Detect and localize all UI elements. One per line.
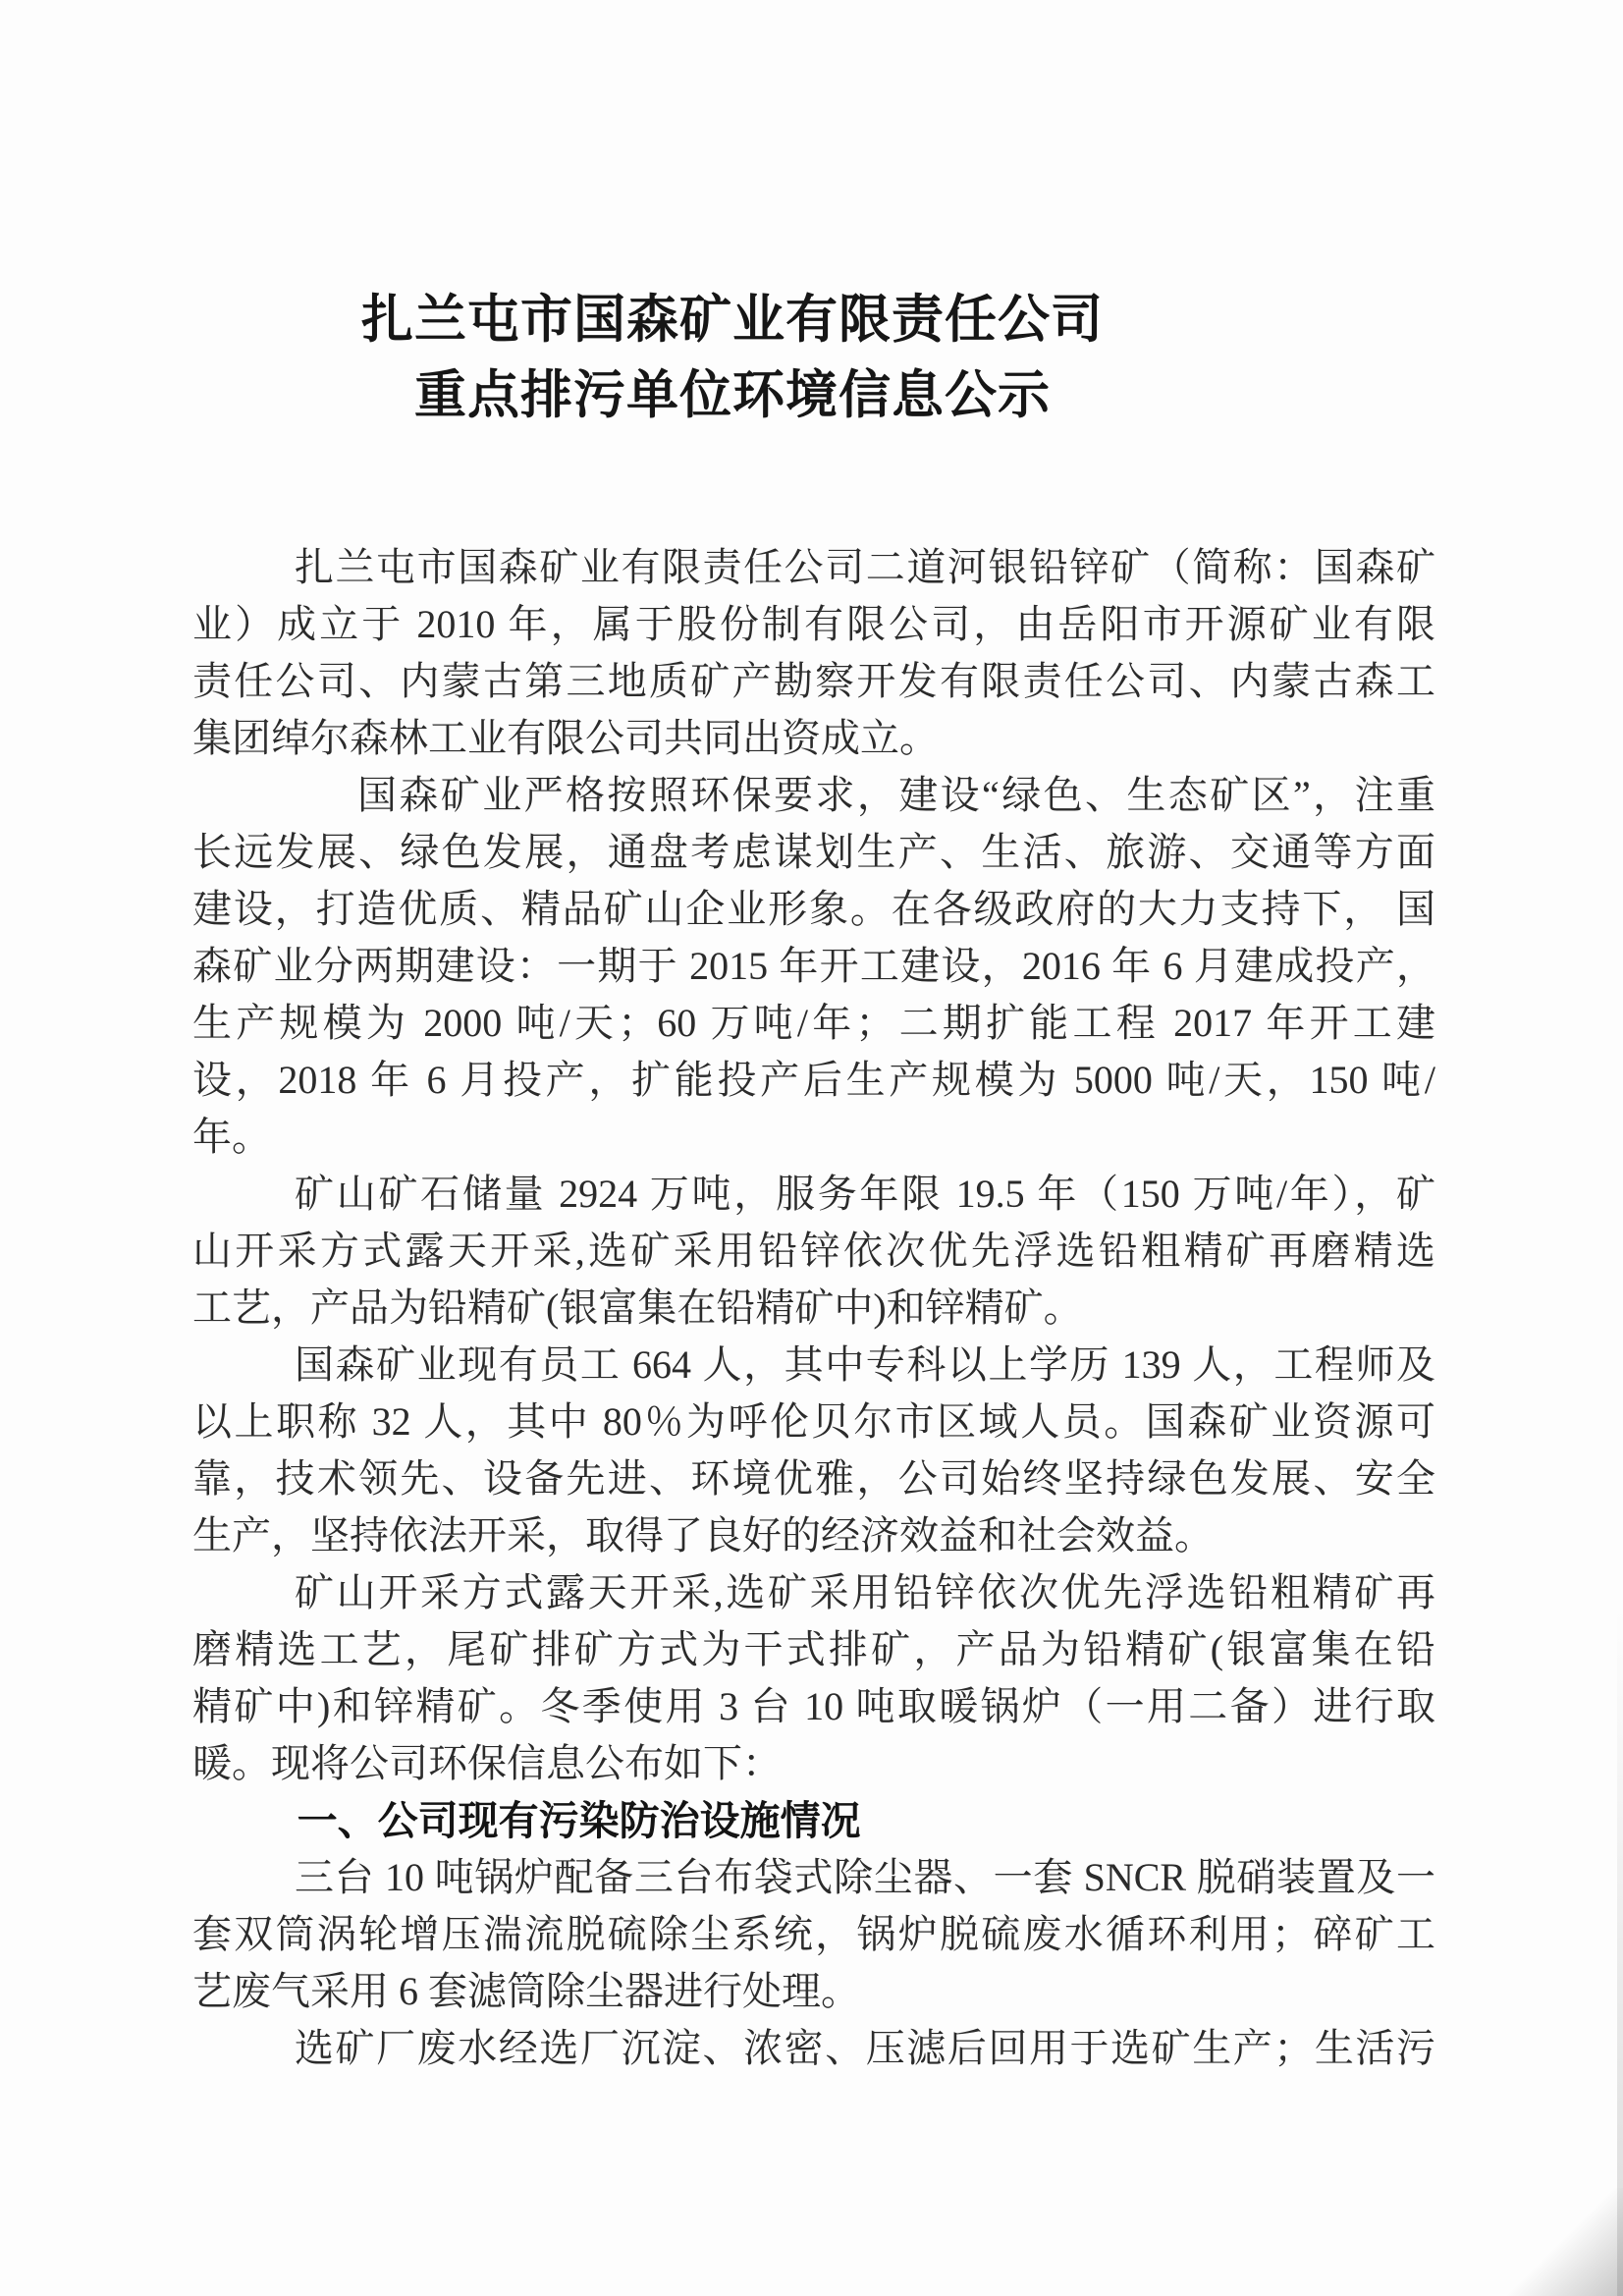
- body-line: 长远发展、绿色发展，通盘考虑谋划生产、生活、旅游、交通等方面: [192, 830, 1435, 874]
- body-line: 以上职称 32 人，其中 80％为呼伦贝尔市区域人员。国森矿业资源可: [192, 1399, 1435, 1444]
- document-body: [192, 539, 1435, 2077]
- scan-corner-shadow: [1486, 2188, 1623, 2296]
- body-line: 山开采方式露天开采,选矿采用铅锌依次优先浮选铅粗精矿再磨精选: [192, 1229, 1435, 1273]
- body-line: 靠，技术领先、设备先进、环境优雅，公司始终坚持绿色发展、安全: [192, 1456, 1435, 1501]
- body-line: 生产，坚持依法开采，取得了良好的经济效益和社会效益。: [192, 1513, 1214, 1558]
- body-line: 业）成立于 2010 年，属于股份制有限公司，由岳阳市开源矿业有限: [192, 602, 1435, 646]
- body-line: 套双筒涡轮增压湍流脱硫除尘系统，锅炉脱硫废水循环利用；碎矿工: [192, 1912, 1435, 1956]
- title-line-2: 重点排污单位环境信息公示: [414, 367, 1051, 424]
- body-line: 责任公司、内蒙古第三地质矿产勘察开发有限责任公司、内蒙古森工: [192, 659, 1435, 703]
- body-line: 设，2018 年 6 月投产，扩能投产后生产规模为 5000 吨/天，150 吨/: [192, 1058, 1435, 1102]
- body-line: 建设，打造优质、精品矿山企业形象。在各级政府的大力支持下， 国: [192, 887, 1435, 931]
- body-line: 矿山开采方式露天开采,选矿采用铅锌依次优先浮选铅粗精矿再: [295, 1570, 1435, 1614]
- body-line: 精矿中)和锌精矿。冬季使用 3 台 10 吨取暖锅炉（一用二备）进行取: [192, 1684, 1435, 1728]
- body-line: 三台 10 吨锅炉配备三台布袋式除尘器、一套 SNCR 脱硝装置及一: [295, 1855, 1435, 1899]
- body-line: 生产规模为 2000 吨/天；60 万吨/年；二期扩能工程 2017 年开工建: [192, 1001, 1435, 1045]
- body-line: 艺废气采用 6 套滤筒除尘器进行处理。: [192, 1969, 860, 2013]
- body-line: 集团绰尔森林工业有限公司共同出资成立。: [192, 716, 939, 760]
- section-heading: 一、公司现有污染防治设施情况: [297, 1798, 861, 1843]
- title-line-1: 扎兰屯市国森矿业有限责任公司: [361, 292, 1104, 349]
- body-line: 国森矿业现有员工 664 人，其中专科以上学历 139 人，工程师及: [295, 1342, 1435, 1387]
- document-title: [111, 283, 1354, 434]
- body-line: 矿山矿石储量 2924 万吨，服务年限 19.5 年（150 万吨/年），矿: [295, 1172, 1435, 1216]
- body-line: 磨精选工艺，尾矿排矿方式为干式排矿，产品为铅精矿(银富集在铅: [192, 1627, 1435, 1671]
- body-line: 扎兰屯市国森矿业有限责任公司二道河银铅锌矿（简称：国森矿: [295, 545, 1435, 589]
- body-line: 年。: [192, 1115, 271, 1159]
- body-line: 工艺，产品为铅精矿(银富集在铅精矿中)和锌精矿。: [192, 1285, 1083, 1330]
- body-line: 暖。现将公司环保信息公布如下：: [192, 1741, 782, 1785]
- body-line: 国森矿业严格按照环保要求，建设“绿色、生态矿区”，注重: [357, 773, 1435, 817]
- body-line: 森矿业分两期建设：一期于 2015 年开工建设，2016 年 6 月建成投产，: [192, 944, 1435, 988]
- body-line: 选矿厂废水经选厂沉淀、浓密、压滤后回用于选矿生产；生活污: [295, 2026, 1435, 2070]
